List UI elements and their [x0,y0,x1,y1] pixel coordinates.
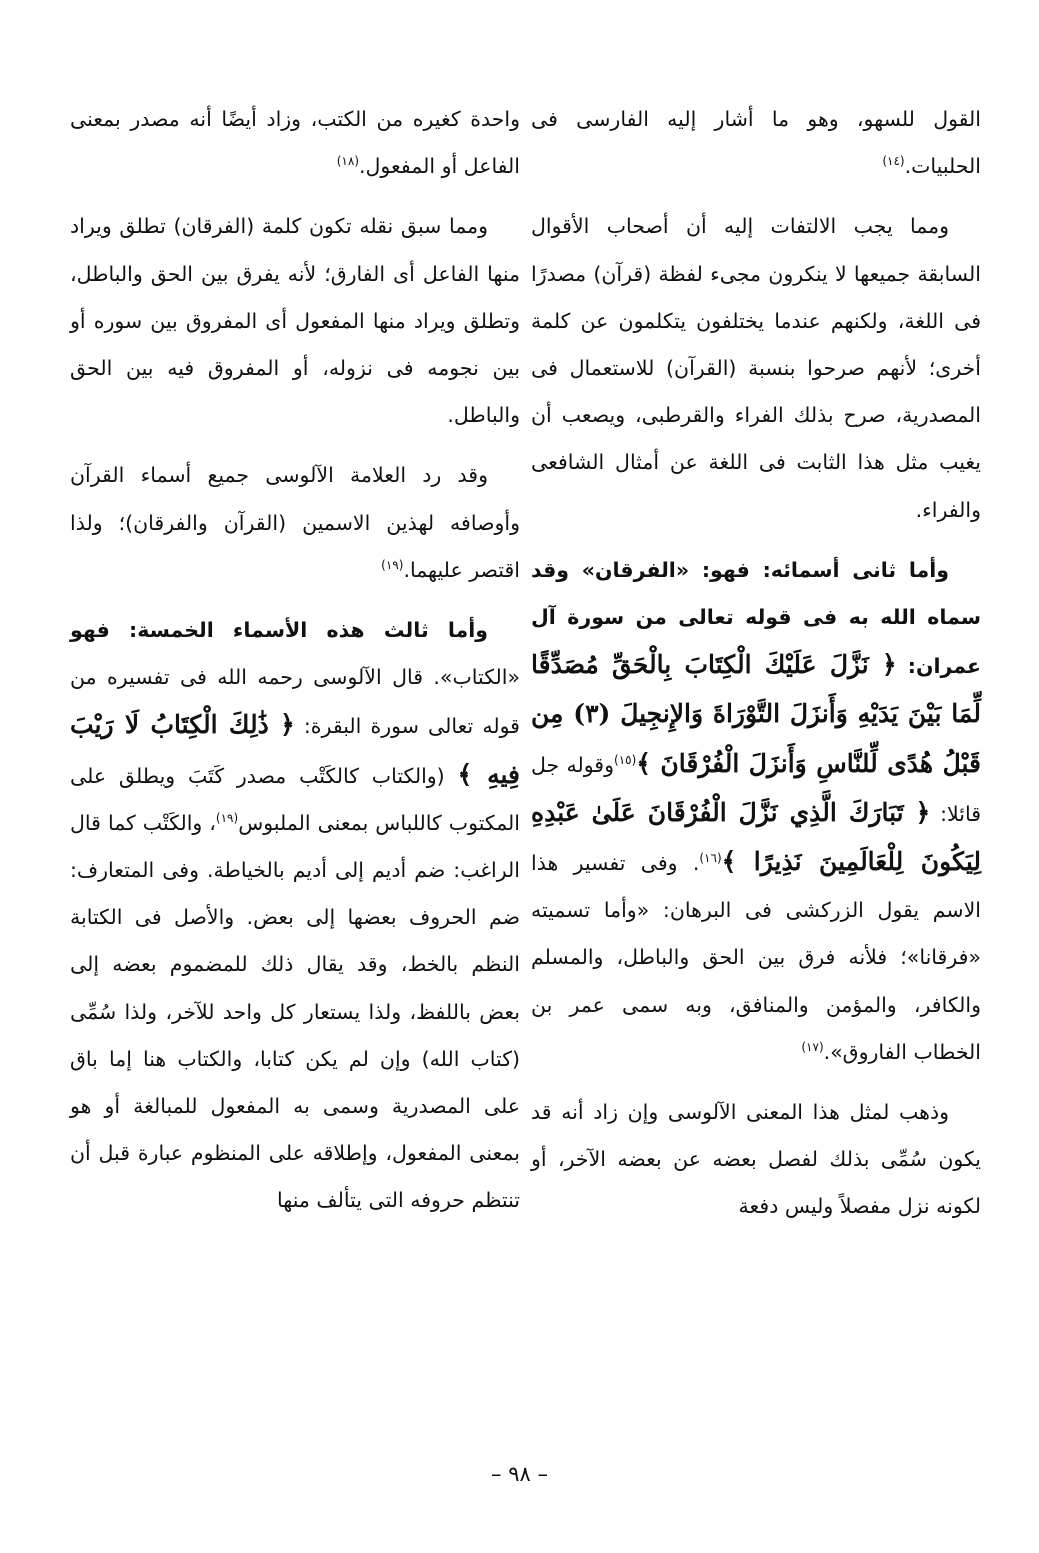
footnote-ref-14: (١٤) [882,154,905,169]
text-run: . وفى تفسير هذا الاسم يقول الزركشى فى البرهان: «وأما تسميته «فرقانا»؛ فلأنه فرق بين الحق والباطل، والمسلم والكافر، والمؤمن والمنافق، وبه سمى عمر بن الخطاب الفاروق». [531,851,981,1064]
right-column [531,96,981,1244]
paragraph-8 [70,607,520,1225]
paragraph-4 [531,1089,981,1231]
text-run: «الكتاب». قال الآلوسى رحمه الله فى تفسيره من قوله تعالى سورة البقرة: [70,665,520,739]
text-run: وقوله جل قائلا: [531,752,981,826]
quran-verse-1: ﴿ نَزَّلَ عَلَيْكَ الْكِتَابَ بِالْحَقِّ مُصَدِّقًا لِّمَا بَيْنَ يَدَيْهِ وَأَنزَلَ التَّوْرَاةَ وَالإِنجِيلَ (٣) مِن قَبْلُ هُدًى لِّلنَّاسِ وَأَنزَلَ الْفُرْقَانَ ﴾ [531,650,982,778]
text-run: ومما يجب الالتفات إليه أن أصحاب الأقوال السابقة جميعها لا ينكرون مجىء لفظة (قرآن) مصدرًا فى اللغة، ولكنهم عندما يختلفون يتكلمون عن كلمة أخرى؛ لأنهم صرحوا بنسبة (القرآن) للاستعمال فى المصدرية، صرح بذلك الفراء والقرطبى، ويصعب أن يغيب مثل هذا الثابت فى اللغة عن أمثال الشافعى والفراء. [531,214,981,522]
footnote-ref-19b: (١٩) [215,811,239,826]
text-run: وأما ثالث هذه الأسماء الخمسة: فهو [70,618,488,643]
paragraph-5 [70,96,520,190]
quran-verse-2: ﴿ تَبَارَكَ الَّذِي نَزَّلَ الْفُرْقَانَ عَلَىٰ عَبْدِهِ لِيَكُونَ لِلْعَالَمِينَ نَذِيرًا ﴾ [531,797,981,877]
left-column [70,96,520,1238]
text-run: القول للسهو، وهو ما أشار إليه الفارسى فى الحلبيات. [531,107,981,179]
text-run: ، والكَتْب كما قال الراغب: ضم أديم إلى أديم بالخياطة. وفى المتعارف: ضم الحروف بعضها إلى بعض. والأصل فى الكتابة النظم بالخط، وقد يقال ذلك للمضموم بعضه إلى بعض باللفظ، ولذا يستعار كل واحد للآخر، ولذا سُمِّى (كتاب الله) وإن لم يكن كتابا، والكتاب هنا إما باق على المصدرية وسمى به المفعول للمبالغة أو هو بمعنى المفعول، وإطلاقه على المنظوم عبارة قبل أن تنتظم حروفه التى يتألف منها [70,810,520,1213]
paragraph-3 [531,547,981,1076]
text-run: (والكتاب كالكَتْب مصدر كَتَبَ ويطلق على المكتوب كاللباس بمعنى الملبوس [70,763,520,835]
text-run: واحدة كغيره من الكتب، وزاد أيضًا أنه مصدر بمعنى الفاعل أو المفعول. [70,107,520,179]
paragraph-6 [70,203,520,439]
footnote-ref-19: (١٩) [381,558,404,572]
footnote-ref-17: (١٧) [801,1040,824,1055]
text-run: وأما ثانى أسمائه: فهو: «الفرقان» وقد سماه الله به فى قوله تعالى من سورة آل عمران: [531,557,981,679]
text-run: وقد رد العلامة الآلوسى جميع أسماء القرآن وأوصافه لهذين الاسمين (القرآن والفرقان)؛ ولذا اقتصر عليهما. [70,463,520,582]
text-run: وذهب لمثل هذا المعنى الآلوسى وإن زاد أنه قد يكون سُمِّى بذلك لفصل بعضه عن بعضه الآخر، أو لكونه نزل مفصلاً وليس دفعة [531,1100,981,1219]
quran-verse-3: ﴿ ذَٰلِكَ الْكِتَابُ لَا رَيْبَ فِيهِ ﴾ [70,710,520,789]
page-number: – ٩٨ – [491,1462,548,1486]
footnote-ref-16: (١٦) [699,851,722,866]
paragraph-7 [70,452,520,594]
paragraph-2 [531,203,981,533]
footnote-ref-18: (١٨) [336,154,359,169]
text-run: ومما سبق نقله تكون كلمة (الفرقان) تطلق ويراد منها الفاعل أى الفارق؛ لأنه يفرق بين الحق والباطل، وتطلق ويراد منها المفعول أى المفروق بين سوره أو بين نجومه فى نزوله، أو المفروق فيه بين الحق والباطل. [70,214,520,428]
footnote-ref-15: (١٥) [614,752,637,767]
paragraph-1 [531,96,981,190]
